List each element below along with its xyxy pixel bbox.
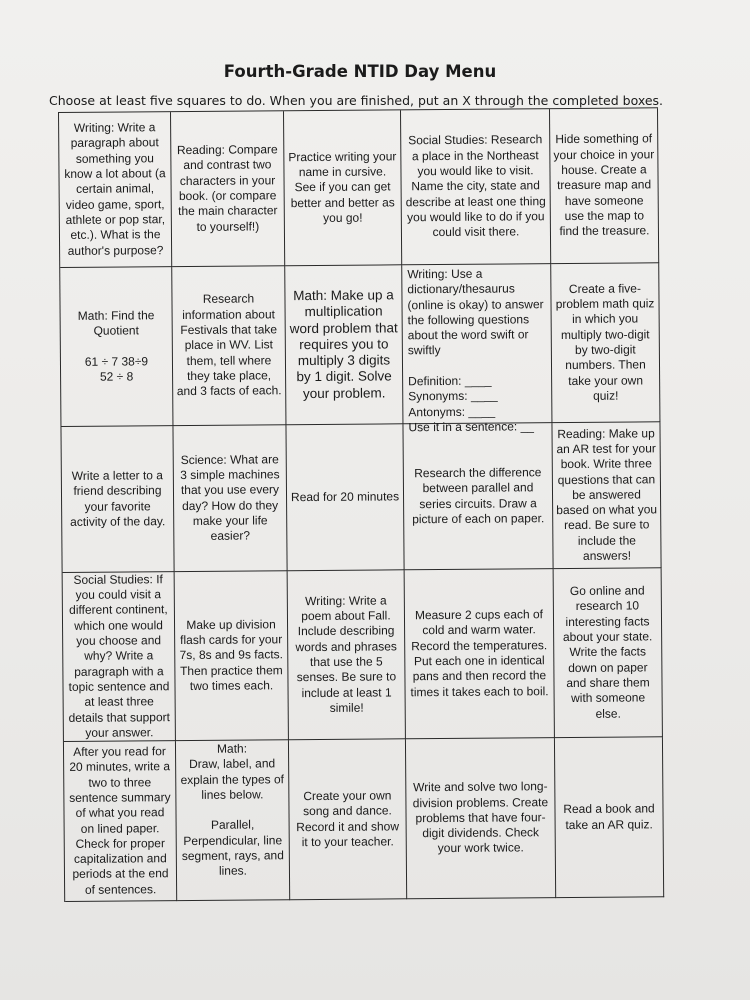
menu-square: Math: Make up a multiplication word problem that requires you to multiply 3 digits by 1 digit. Solve your problem. bbox=[285, 265, 403, 425]
instructions: Choose at least five squares to do. When you are finished, put an X through the completed boxes. bbox=[48, 93, 664, 108]
menu-square: Social Studies: If you could visit a different continent, which one would you choose and why? Write a paragraph with a topic sentence and at least three details that support your answer. bbox=[63, 572, 176, 742]
choice-menu-grid bbox=[58, 107, 664, 902]
menu-square: Make up division flash cards for your 7s, 8s and 9s facts. Then practice them two times each. bbox=[175, 571, 289, 741]
menu-square: After you read for 20 minutes, write a two to three sentence summary of what you read on lined paper. Check for proper capitalization and periods at the end of sentences. bbox=[64, 741, 177, 902]
menu-square: Research the difference between parallel and series circuits. Draw a picture of each on paper. bbox=[403, 423, 553, 570]
menu-square: Writing: Use a dictionary/thesaurus (online is okay) to answer the following questions about the word swift or swiftly Definition: ____ Synonyms: ____ Antonyms: ____ Use it in a sentence: __ bbox=[402, 264, 552, 424]
menu-square: Go online and research 10 interesting facts about your state. Write the facts down on paper and share them with someone else. bbox=[554, 568, 663, 738]
menu-row bbox=[61, 422, 661, 573]
menu-square: Measure 2 cups each of cold and warm water. Record the temperatures. Put each one in identical pans and then record the times it takes each to boil. bbox=[405, 569, 555, 739]
menu-square: Write a letter to a friend describing your favorite activity of the day. bbox=[61, 426, 174, 573]
menu-square: Write and solve two long-division problems. Create problems that have four-digit dividends. Check your work twice. bbox=[406, 738, 556, 899]
menu-row bbox=[60, 263, 660, 435]
menu-square: Science: What are 3 simple machines that you use every day? How do they make your life easier? bbox=[173, 425, 287, 572]
menu-square: Math: Draw, label, and explain the types of lines below. Parallel, Perpendicular, line segment, rays, and lines. bbox=[176, 740, 290, 901]
menu-square: Create a five-problem math quiz in which you multiply two-digit by two-digit numbers. Then take your own quiz! bbox=[551, 263, 660, 423]
menu-square: Writing: Write a poem about Fall. Include describing words and phrases that use the 5 senses. Be sure to include at least 1 simile! bbox=[288, 570, 406, 740]
menu-square: Reading: Make up an AR test for your book. Write three questions that can be answered based on what you read. Be sure to include the answers! bbox=[552, 422, 661, 569]
menu-square: Practice writing your name in cursive. See if you can get better and better as you go! bbox=[284, 110, 402, 266]
menu-row bbox=[64, 737, 664, 902]
menu-square: Writing: Write a paragraph about something you know a lot about (a certain animal, video game, sport, athlete or pop star, etc.). What is the author's purpose? bbox=[59, 112, 172, 268]
menu-square: Research information about Festivals that take place in WV. List them, tell where they take place, and 3 facts of each. bbox=[172, 266, 286, 426]
menu-square: Math: Find the Quotient 61 ÷ 7 38÷9 52 ÷ 8 bbox=[60, 267, 173, 427]
menu-row bbox=[59, 108, 659, 268]
page-title: Fourth-Grade NTID Day Menu bbox=[223, 62, 497, 81]
menu-row bbox=[63, 568, 663, 742]
menu-square: Read for 20 minutes bbox=[286, 424, 404, 571]
menu-square: Reading: Compare and contrast two characters in your book. (or compare the main character to yourself!) bbox=[171, 111, 285, 267]
menu-square: Create your own song and dance. Record it and show it to your teacher. bbox=[289, 739, 407, 900]
menu-square: Social Studies: Research a place in the Northeast you would like to visit. Name the city, state and describe at least one thing you would like to do if you could visit there. bbox=[401, 109, 551, 265]
menu-square: Hide something of your choice in your house. Create a treasure map and have someone use the map to find the treasure. bbox=[550, 108, 659, 264]
menu-square: Read a book and take an AR quiz. bbox=[555, 737, 664, 898]
